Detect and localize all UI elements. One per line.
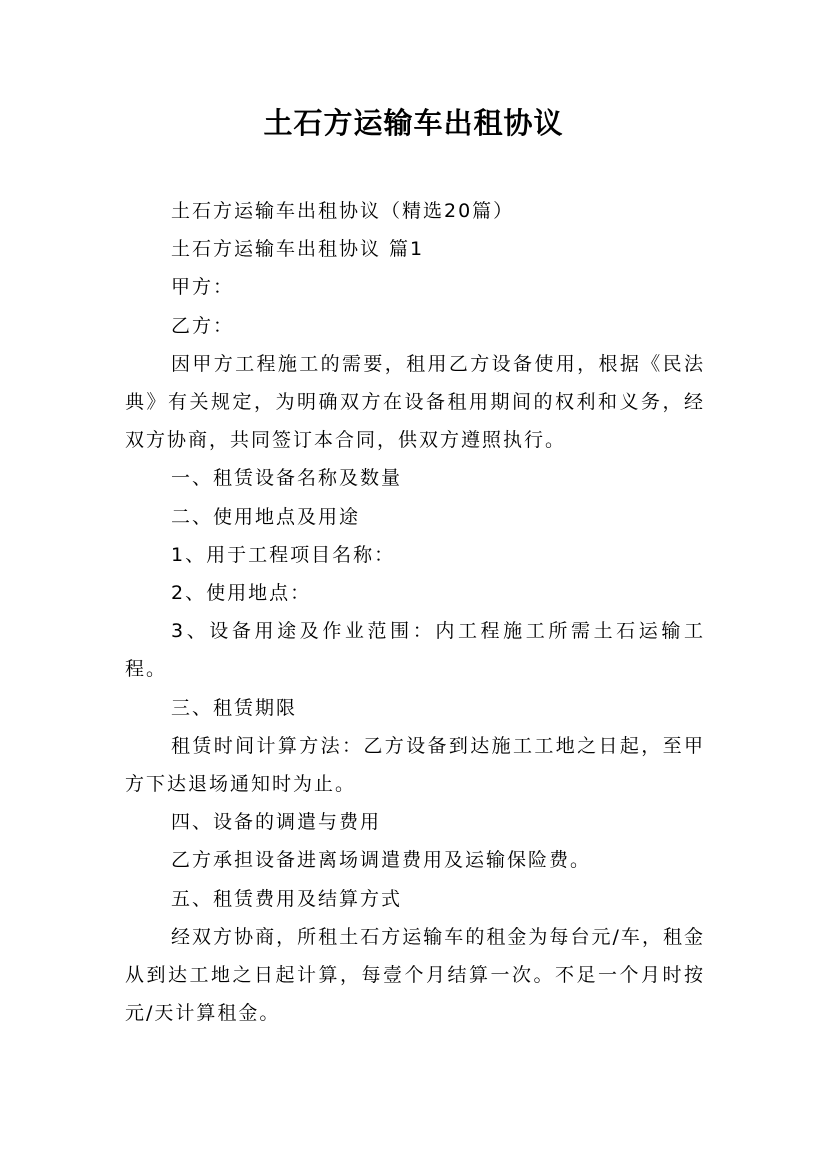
paragraph-clause-5-body: 经双方协商，所租土石方运输车的租金为每台元/车，租金从到达工地之日起计算，每壹个月结算一次。不足一个月时按元/天计算租金。 bbox=[125, 925, 705, 1025]
document-body bbox=[125, 192, 705, 1032]
paragraph-clause-3-body: 租赁时间计算方法：乙方设备到达施工工地之日起，至甲方下达退场通知时为止。 bbox=[125, 734, 705, 796]
paragraph-clause-2-item-3: 3、设备用途及作业范围：内工程施工所需土石运输工程。 bbox=[125, 620, 705, 681]
paragraph-clause-5-heading: 五、租赁费用及结算方式 bbox=[171, 887, 403, 910]
paragraph-party-a: 甲方： bbox=[171, 276, 235, 299]
paragraph-clause-2-heading: 二、使用地点及用途 bbox=[171, 505, 361, 528]
paragraph-clause-2-item-1: 1、用于工程项目名称： bbox=[171, 543, 396, 566]
paragraph-preamble: 因甲方工程施工的需要，租用乙方设备使用，根据《民法典》有关规定，为明确双方在设备租用期间的权利和义务，经双方协商，共同签订本合同，供双方遵照执行。 bbox=[125, 352, 705, 452]
paragraph-clause-4-body: 乙方承担设备进离场调遣费用及运输保险费。 bbox=[171, 849, 592, 872]
paragraph-party-b: 乙方： bbox=[171, 314, 235, 337]
document-title: 土石方运输车出租协议 bbox=[263, 106, 564, 140]
paragraph-clause-2-item-2: 2、使用地点： bbox=[171, 582, 312, 605]
paragraph-clause-1-heading: 一、租赁设备名称及数量 bbox=[171, 467, 403, 490]
paragraph-clause-3-heading: 三、租赁期限 bbox=[171, 696, 298, 719]
paragraph-section-heading: 土石方运输车出租协议 篇1 bbox=[171, 238, 425, 261]
paragraph-subtitle: 土石方运输车出租协议（精选20篇） bbox=[171, 200, 515, 222]
paragraph-clause-4-heading: 四、设备的调遣与费用 bbox=[171, 811, 382, 834]
